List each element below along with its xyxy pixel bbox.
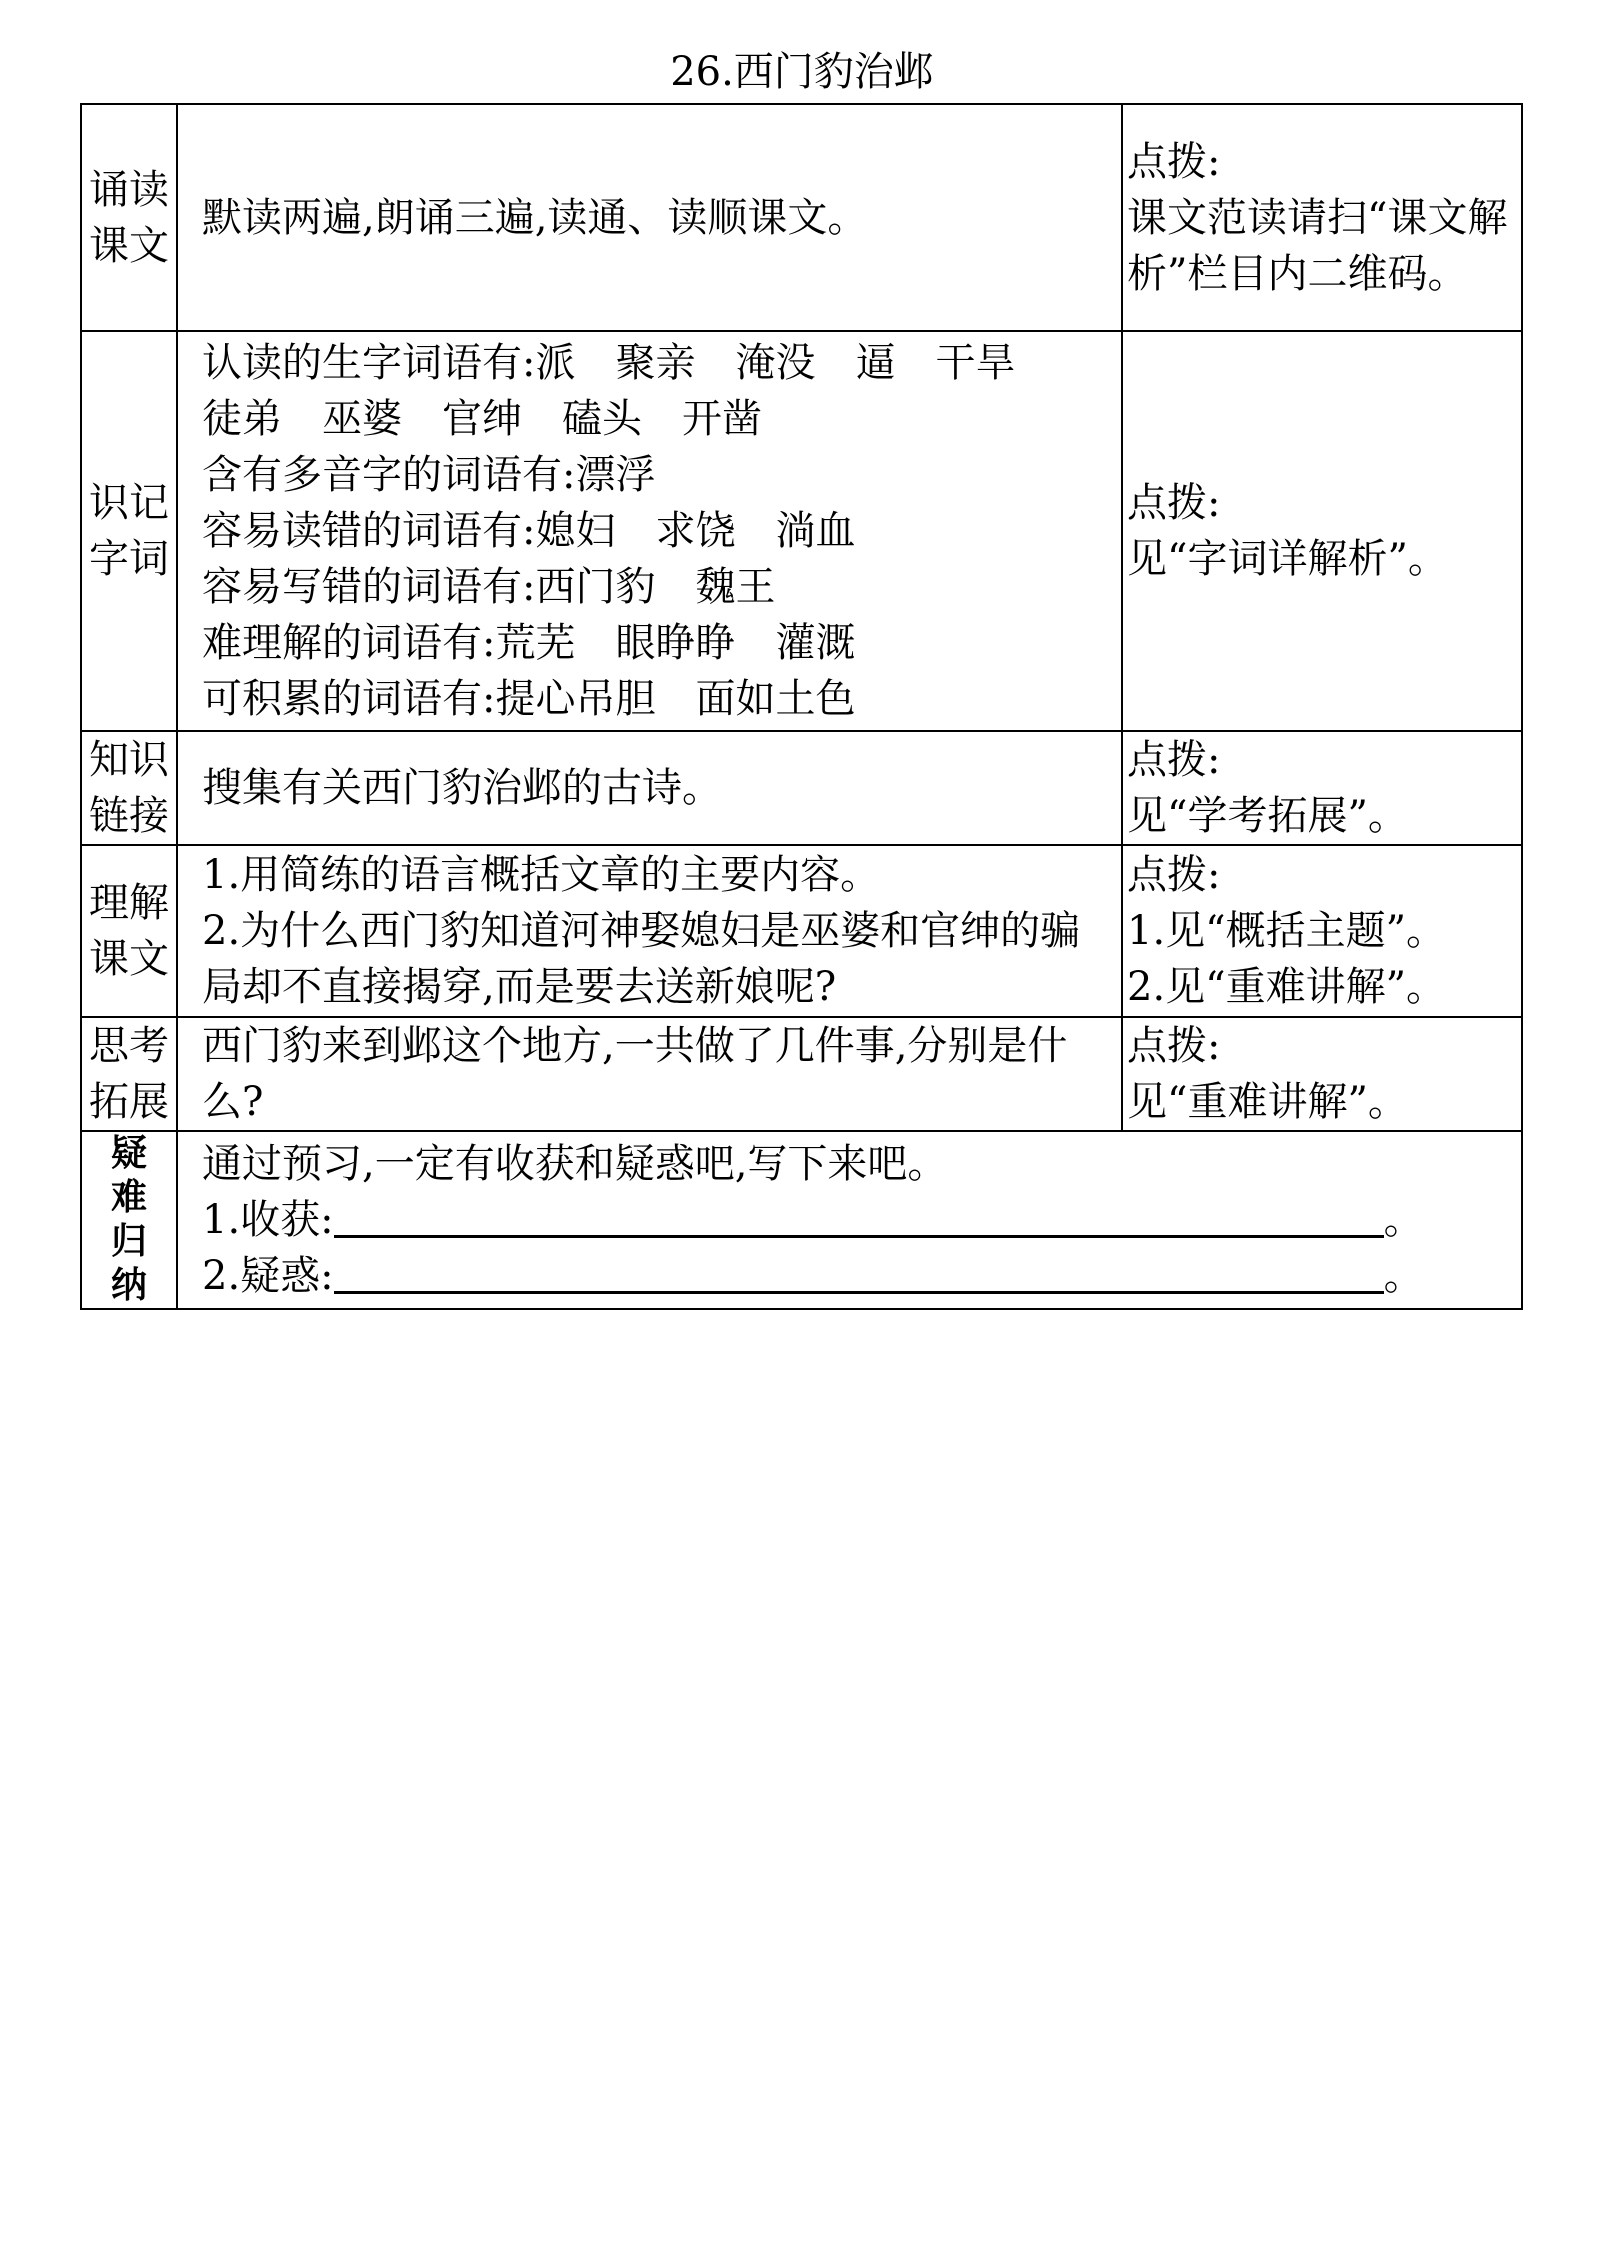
table-row xyxy=(81,331,1522,731)
row-content: 默读两遍,朗诵三遍,读通、读顺课文。 xyxy=(177,104,1122,331)
row-category: 思考 拓展 xyxy=(81,1017,177,1131)
table-row xyxy=(81,1131,1522,1309)
table-row xyxy=(81,104,1522,331)
row-tip xyxy=(1122,731,1522,845)
row-tip xyxy=(1122,331,1522,731)
tip-text: 见“字词详解析”。 xyxy=(1127,536,1448,582)
end-mark: 。 xyxy=(1383,1253,1424,1299)
tip-text: 2.见“重难讲解”。 xyxy=(1127,964,1447,1010)
doubt-answer-line[interactable] xyxy=(334,1251,1384,1294)
end-mark: 。 xyxy=(1383,1197,1424,1243)
row-content: 1.用简练的语言概括文章的主要内容。 2.为什么西门豹知道河神娶媳妇是巫婆和官绅的骗局却不直接揭穿,而是要去送新娘呢? xyxy=(177,845,1122,1017)
tip-label: 点拨: xyxy=(1127,138,1221,185)
tip-label: 点拨: xyxy=(1127,1023,1221,1069)
row-category: 诵读 课文 xyxy=(81,104,177,331)
row-tip xyxy=(1122,845,1522,1017)
gain-answer-line[interactable] xyxy=(334,1195,1384,1238)
tip-label: 点拨: xyxy=(1127,480,1221,526)
row-category: 理解 课文 xyxy=(81,845,177,1017)
tip-text: 课文范读请扫“课文解析”栏目内二维码。 xyxy=(1127,194,1508,297)
table-row xyxy=(81,731,1522,845)
summary-intro: 通过预习,一定有收获和疑惑吧,写下来吧。 xyxy=(202,1141,948,1187)
tip-text: 见“学考拓展”。 xyxy=(1127,793,1408,839)
tip-text: 见“重难讲解”。 xyxy=(1127,1079,1408,1125)
page-title: 26.西门豹治邺 xyxy=(670,49,934,95)
row-category: 疑 难 归 纳 xyxy=(81,1131,177,1309)
row-content: 搜集有关西门豹治邺的古诗。 xyxy=(177,731,1122,845)
tip-text: 1.见“概括主题”。 xyxy=(1127,908,1447,954)
doubt-label: 2.疑惑: xyxy=(202,1253,334,1299)
gain-label: 1.收获: xyxy=(202,1197,334,1243)
tip-label: 点拨: xyxy=(1127,737,1221,783)
row-content: 西门豹来到邺这个地方,一共做了几件事,分别是什么? xyxy=(177,1017,1122,1131)
row-category: 识记 字词 xyxy=(81,331,177,731)
row-tip xyxy=(1122,1017,1522,1131)
tip-label: 点拨: xyxy=(1127,852,1221,898)
preview-table xyxy=(80,103,1523,1310)
summary-content xyxy=(177,1131,1522,1309)
table-row xyxy=(81,845,1522,1017)
row-content: 认读的生字词语有:派 聚亲 淹没 逼 干旱 徒弟 巫婆 官绅 磕头 开凿 含有多音字的词语有:漂浮 容易读错的词语有:媳妇 求饶 淌血 容易写错的词语有:西门豹 魏王 难理解的词语有:荒芜 眼睁睁 灌溉 可积累的词语有:提心吊胆 面如土色 xyxy=(177,331,1122,731)
row-tip xyxy=(1122,104,1522,331)
table-row xyxy=(81,1017,1522,1131)
row-category: 知识 链接 xyxy=(81,731,177,845)
